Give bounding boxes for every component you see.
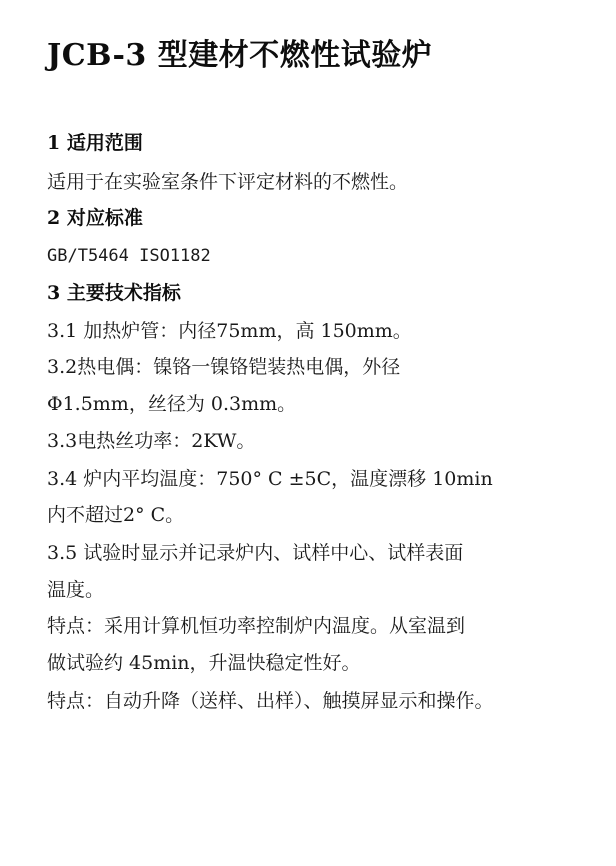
feature-line-1-cont: 做试验约 45min，升温快稳定性好。 bbox=[47, 652, 361, 674]
spec-line-3-2-cont: Φ1.5mm，丝径为 0.3mm。 bbox=[47, 393, 297, 415]
feature-line-2: 特点：自动升降（送样、出样）、触摸屏显示和操作。 bbox=[47, 690, 494, 712]
section-heading-standards: 2 对应标准 bbox=[47, 207, 143, 229]
spec-line-3-4-cont: 内不超过2° C。 bbox=[47, 504, 185, 526]
feature-line-1: 特点：采用计算机恒功率控制炉内温度。从室温到 bbox=[47, 615, 466, 637]
document-title: JCB-3 型建材不燃性试验炉 bbox=[47, 38, 433, 73]
spec-line-3-5-cont: 温度。 bbox=[47, 579, 105, 601]
spec-line-3-1: 3.1 加热炉管：内径75mm，高 150mm。 bbox=[47, 320, 412, 342]
section-heading-specs: 3 主要技术指标 bbox=[47, 282, 181, 304]
spec-line-3-4: 3.4 炉内平均温度：750° C ±5C，温度漂移 10min bbox=[47, 468, 493, 490]
spec-line-3-5: 3.5 试验时显示并记录炉内、试样中心、试样表面 bbox=[47, 542, 464, 564]
standards-text: GB/T5464 ISO1182 bbox=[47, 246, 211, 266]
scope-text: 适用于在实验室条件下评定材料的不燃性。 bbox=[47, 171, 409, 193]
spec-line-3-3: 3.3电热丝功率：2KW。 bbox=[47, 430, 256, 452]
spec-line-3-2: 3.2热电偶：镍铬一镍铬铠装热电偶，外径 bbox=[47, 356, 401, 378]
section-heading-scope: 1 适用范围 bbox=[47, 132, 143, 154]
